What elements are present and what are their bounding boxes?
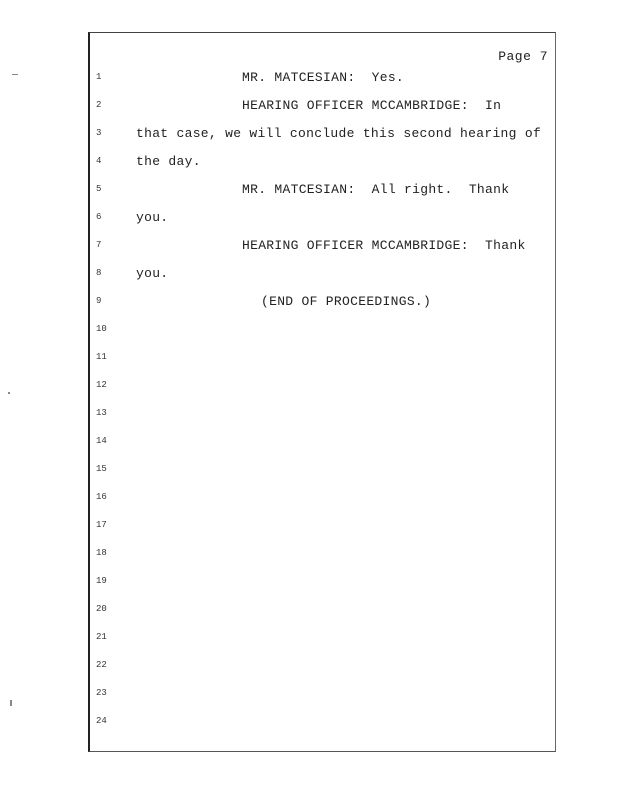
line-number: 22 — [96, 660, 107, 670]
line-number: 21 — [96, 632, 107, 642]
line-number: 19 — [96, 576, 107, 586]
page-number: Page 7 — [498, 49, 548, 64]
line-number: 24 — [96, 716, 107, 726]
line-number: 11 — [96, 352, 107, 362]
line-number: 10 — [96, 324, 107, 334]
transcript-line: the day. — [136, 154, 201, 169]
line-number: 12 — [96, 380, 107, 390]
line-number: 9 — [96, 296, 102, 306]
transcript-line: you. — [136, 210, 169, 225]
transcript-line: HEARING OFFICER MCCAMBRIDGE: Thank — [242, 238, 526, 253]
line-number: 8 — [96, 268, 102, 278]
transcript-line: MR. MATCESIAN: All right. Thank — [242, 182, 510, 197]
line-number: 3 — [96, 128, 102, 138]
line-number: 4 — [96, 156, 102, 166]
line-number: 23 — [96, 688, 107, 698]
line-number: 6 — [96, 212, 102, 222]
scan-speck — [8, 392, 10, 394]
transcript-line: (END OF PROCEEDINGS.) — [261, 294, 432, 309]
transcript-line: HEARING OFFICER MCCAMBRIDGE: In — [242, 98, 502, 113]
transcript-line: you. — [136, 266, 169, 281]
line-number: 20 — [96, 604, 107, 614]
line-number: 18 — [96, 548, 107, 558]
line-number: 2 — [96, 100, 102, 110]
line-number: 7 — [96, 240, 102, 250]
scan-speck — [10, 700, 12, 706]
scan-speck — [12, 74, 18, 75]
line-number: 16 — [96, 492, 107, 502]
line-number: 13 — [96, 408, 107, 418]
transcript-line: MR. MATCESIAN: Yes. — [242, 70, 405, 85]
line-number: 15 — [96, 464, 107, 474]
line-number: 5 — [96, 184, 102, 194]
line-number: 17 — [96, 520, 107, 530]
transcript-line: that case, we will conclude this second hearing of — [136, 126, 542, 141]
line-number: 1 — [96, 72, 102, 82]
line-number: 14 — [96, 436, 107, 446]
